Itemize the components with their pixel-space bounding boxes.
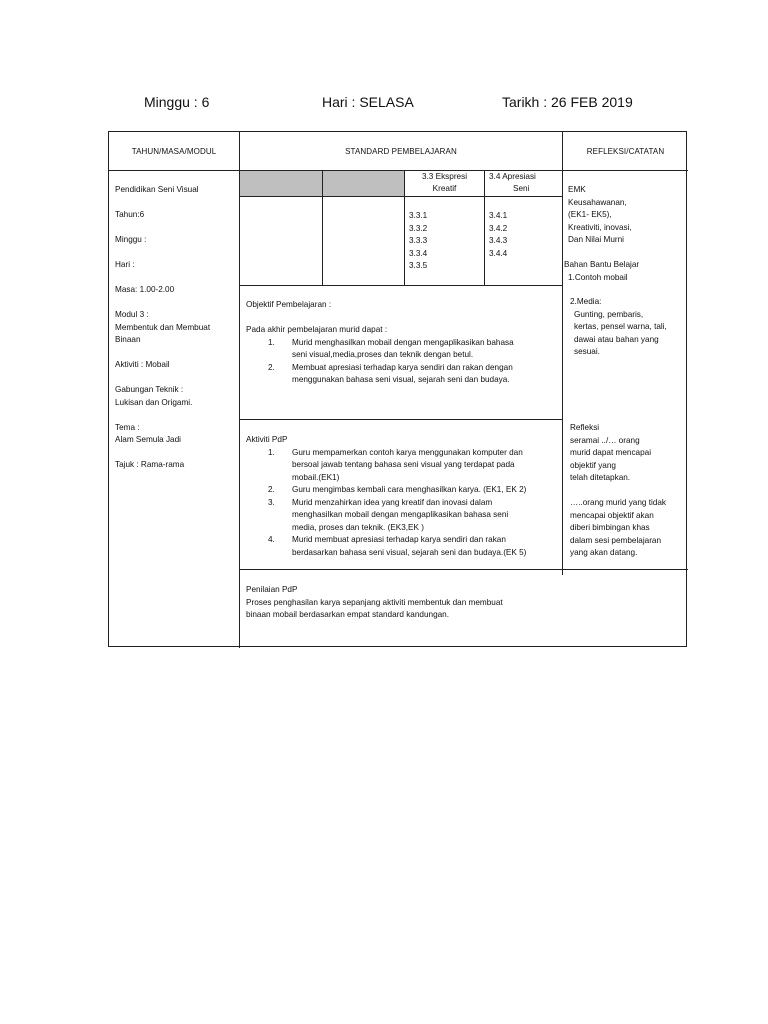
code-item: 3.3.2	[409, 223, 428, 233]
subject: Pendidikan Seni Visual	[115, 185, 199, 194]
gabungan-label: Gabungan Teknik :	[115, 385, 184, 394]
objektif-item: 1. Murid menghasilkan mobail dengan mengaplikasikan bahasa seni visual,media,proses dan teknik dengan betul.	[268, 337, 514, 359]
codes-3-3	[409, 210, 427, 273]
aktiviti-section	[246, 434, 526, 559]
week-label: Minggu : 6	[144, 94, 210, 110]
codes-3-4	[489, 210, 507, 260]
emk-section: EMK Keusahawanan, (EK1- EK5), Kreativiti, inovasi, Dan Nilai Murni	[568, 185, 632, 244]
code-item: 3.4.4	[489, 248, 508, 258]
code-item: 3.4.2	[489, 223, 508, 233]
masa: Masa: 1.00-2.00	[115, 285, 175, 294]
tahun: Tahun:6	[115, 210, 145, 219]
penilaian-title: Penilaian PdP	[246, 585, 298, 594]
refleksi-title: Refleksi	[570, 423, 600, 432]
modul-line: Binaan	[115, 335, 141, 344]
media-section: 2.Media: Gunting, pembaris, kertas, pensel warna, tali, dawai atau bahan yang sesuai.	[570, 297, 667, 356]
standard-shading-2	[323, 171, 404, 196]
col-header-standard: STANDARD PEMBELAJARAN	[345, 147, 457, 156]
code-item: 3.3.5	[409, 261, 428, 271]
date-label: Tarikh : 26 FEB 2019	[502, 94, 633, 110]
code-item: 3.4.1	[489, 211, 508, 220]
tema-label: Tema :	[115, 422, 140, 432]
modul-label: Modul 3 :	[115, 310, 149, 319]
hari: Hari :	[115, 260, 135, 269]
bbb-title: Bahan Bantu Belajar	[564, 260, 640, 269]
col-header-refleksi: REFLEKSI/CATATAN	[586, 147, 665, 156]
aktiviti-title: Aktiviti PdP	[246, 435, 288, 444]
objektif-intro: Pada akhir pembelajaran murid dapat :	[246, 325, 388, 334]
bbb-section	[564, 259, 639, 284]
code-item: 3.3.1	[409, 211, 428, 220]
left-column-details	[115, 184, 210, 472]
aktiviti-item: 1. Guru mempamerkan contoh karya menggunakan komputer dan bersoal jawab tentang bahasa seni visual yang terdapat pada mobail.(EK1)	[268, 447, 523, 482]
code-item: 3.4.3	[489, 236, 508, 246]
standard-shading-1	[240, 171, 322, 196]
col-header-tahun: TAHUN/MASA/MODUL	[131, 147, 217, 156]
penilaian-line: Proses penghasilan karya sepanjang aktiviti membentuk dan membuat	[246, 597, 503, 607]
minggu: Minggu :	[115, 235, 147, 244]
lesson-plan-table	[108, 131, 687, 647]
aktiviti: Aktiviti : Mobail	[115, 360, 170, 369]
gabungan-value: Lukisan dan Origami.	[115, 397, 193, 407]
ekspresi-kreatif-header: 3.3 Ekspresi Kreatif	[421, 172, 468, 193]
penilaian-section	[246, 584, 503, 622]
apresiasi-seni-header: 3.4 Apresiasi Seni	[489, 172, 536, 193]
day-label: Hari : SELASA	[322, 94, 414, 110]
aktiviti-item: 2. Guru mengimbas kembali cara menghasilkan karya. (EK1, EK 2)	[268, 485, 527, 494]
tema-value: Alam Semula Jadi	[115, 435, 181, 444]
media-title: 2.Media:	[570, 297, 602, 306]
emk-title: EMK	[568, 185, 586, 194]
modul-line: Membentuk dan Membuat	[115, 322, 211, 332]
tajuk: Tajuk : Rama-rama	[115, 460, 185, 469]
objektif-title: Objektif Pembelajaran :	[246, 300, 332, 309]
aktiviti-item: 3. Murid menzahirkan idea yang kreatif dan inovasi dalam menghasilkan mobail dengan mengaplikasikan bahasa seni media, proses dan teknik. (EK3,EK )	[268, 497, 509, 532]
code-item: 3.3.3	[409, 236, 428, 246]
aktiviti-item: 4. Murid membuat apresiasi terhadap karya sendiri dan rakan berdasarkan bahasa seni visual, sejarah seni dan budaya.(EK 5)	[268, 535, 527, 557]
objektif-item: 2. Membuat apresiasi terhadap karya sendiri dan rakan dengan menggunakan bahasa seni visual, sejarah seni dan budaya.	[268, 362, 513, 384]
penilaian-line: binaan mobail berdasarkan empat standard kandungan.	[246, 610, 450, 619]
refleksi-section: Refleksi seramai ../… orang murid dapat mencapai objektif yang telah ditetapkan. …..orang murid yang tidak mencapai objektif akan diberi bimbingan khas dalam sesi pembelajaran yang akan datang.	[570, 423, 667, 557]
bbb-item: 1.Contoh mobail	[568, 272, 628, 282]
objektif-section	[246, 299, 514, 387]
code-item: 3.3.4	[409, 248, 428, 258]
